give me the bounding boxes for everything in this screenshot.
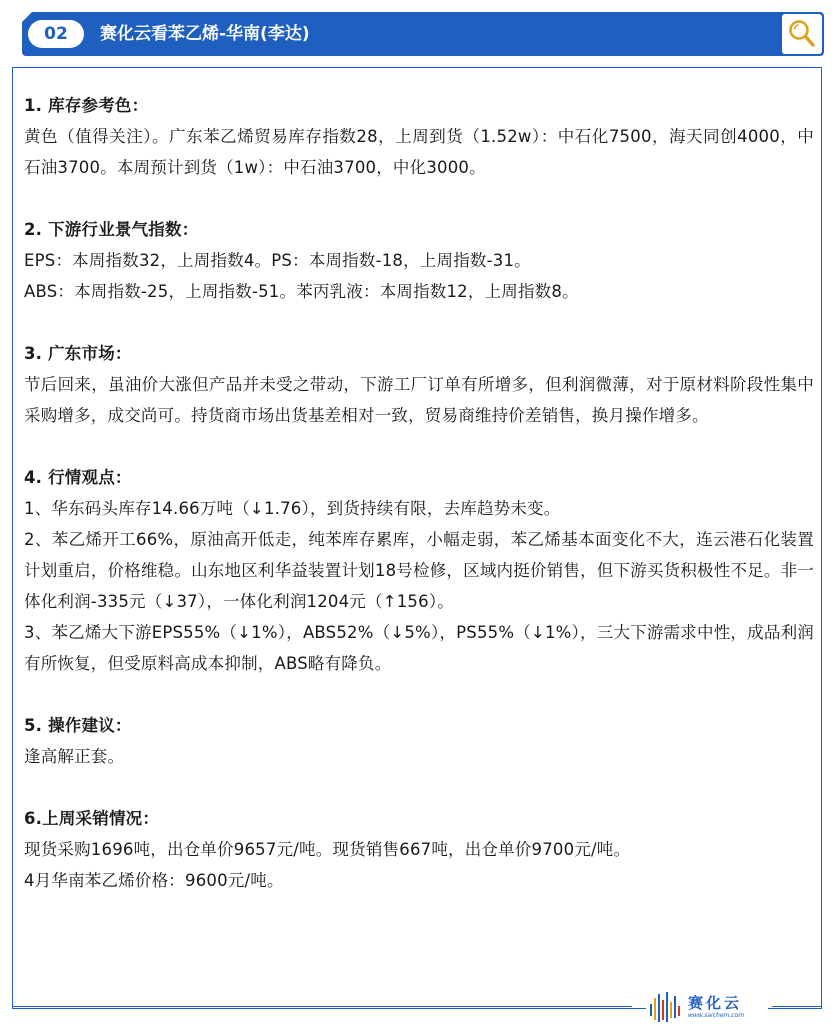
section-heading: 1. 库存参考色： [24,96,149,115]
search-icon [788,19,816,49]
section-heading: 5. 操作建议： [24,716,132,735]
paragraph: 3、苯乙烯大下游EPS55%（↓1%），ABS52%（↓5%），PS55%（↓1%），三大下游需求中性，成品利润有所恢复，但受原料高成本抑制，ABS略有降负。 [24,623,814,673]
section-title: 赛化云看苯乙烯-华南(李达) [100,24,310,44]
paragraph: 黄色（值得关注）。广东苯乙烯贸易库存指数28，上周到货（1.52w）：中石化7500，海天同创4000，中石油3700。本周预计到货（1w）：中石油3700，中化3000。 [24,127,814,177]
article-body [24,90,814,896]
paragraph: 4月华南苯乙烯价格：9600元/吨。 [24,871,284,890]
paragraph: 1、华东码头库存14.66万吨（↓1.76），到货持续有限，去库趋势未变。 [24,499,561,518]
paragraph: 现货采购1696吨，出仓单价9657元/吨。现货销售667吨，出仓单价9700元/吨。 [24,840,631,859]
section-heading: 4. 行情观点： [24,468,132,487]
section-heading: 6.上周采销情况： [24,809,160,828]
section-operation-advice [24,710,814,772]
footer-divider-left [12,1006,632,1007]
paragraph: ABS：本周指数-25，上周指数-51。苯丙乳液：本周指数12，上周指数8。 [24,282,579,301]
section-guangdong-market [24,338,814,431]
search-button[interactable] [782,14,822,54]
section-purchase-sales [24,803,814,896]
logo-text: 赛化云 [688,994,743,1012]
brand-logo [646,990,768,1026]
paragraph: 逢高解正套。 [24,747,125,766]
paragraph: 节后回来，虽油价大涨但产品并未受之带动，下游工厂订单有所增多，但利润微薄，对于原材料阶段性集中采购增多，成交尚可。持货商市场出货基差相对一致，贸易商维持价差销售，换月操作增多。 [24,375,814,425]
section-header [22,12,824,56]
section-number-badge: 02 [28,20,84,48]
section-market-views [24,462,814,679]
header-notch [22,12,32,22]
section-heading: 2. 下游行业景气指数： [24,220,199,239]
logo-bars-icon [648,990,686,1024]
logo-subtext: www.saichem.com [688,1012,745,1019]
section-heading: 3. 广东市场： [24,344,132,363]
section-downstream-index [24,214,814,307]
section-inventory [24,90,814,183]
paragraph: 2、苯乙烯开工66%，原油高开低走，纯苯库存累库，小幅走弱，苯乙烯基本面变化不大，连云港石化装置计划重启，价格维稳。山东地区利华益装置计划18号检修，区域内挺价销售，但下游买货积极性不足。非一体化利润-335元（↓37），一体化利润1204元（↑156）。 [24,530,814,611]
paragraph: EPS：本周指数32，上周指数4。PS：本周指数-18，上周指数-31。 [24,251,531,270]
footer-divider-right [772,1006,822,1007]
